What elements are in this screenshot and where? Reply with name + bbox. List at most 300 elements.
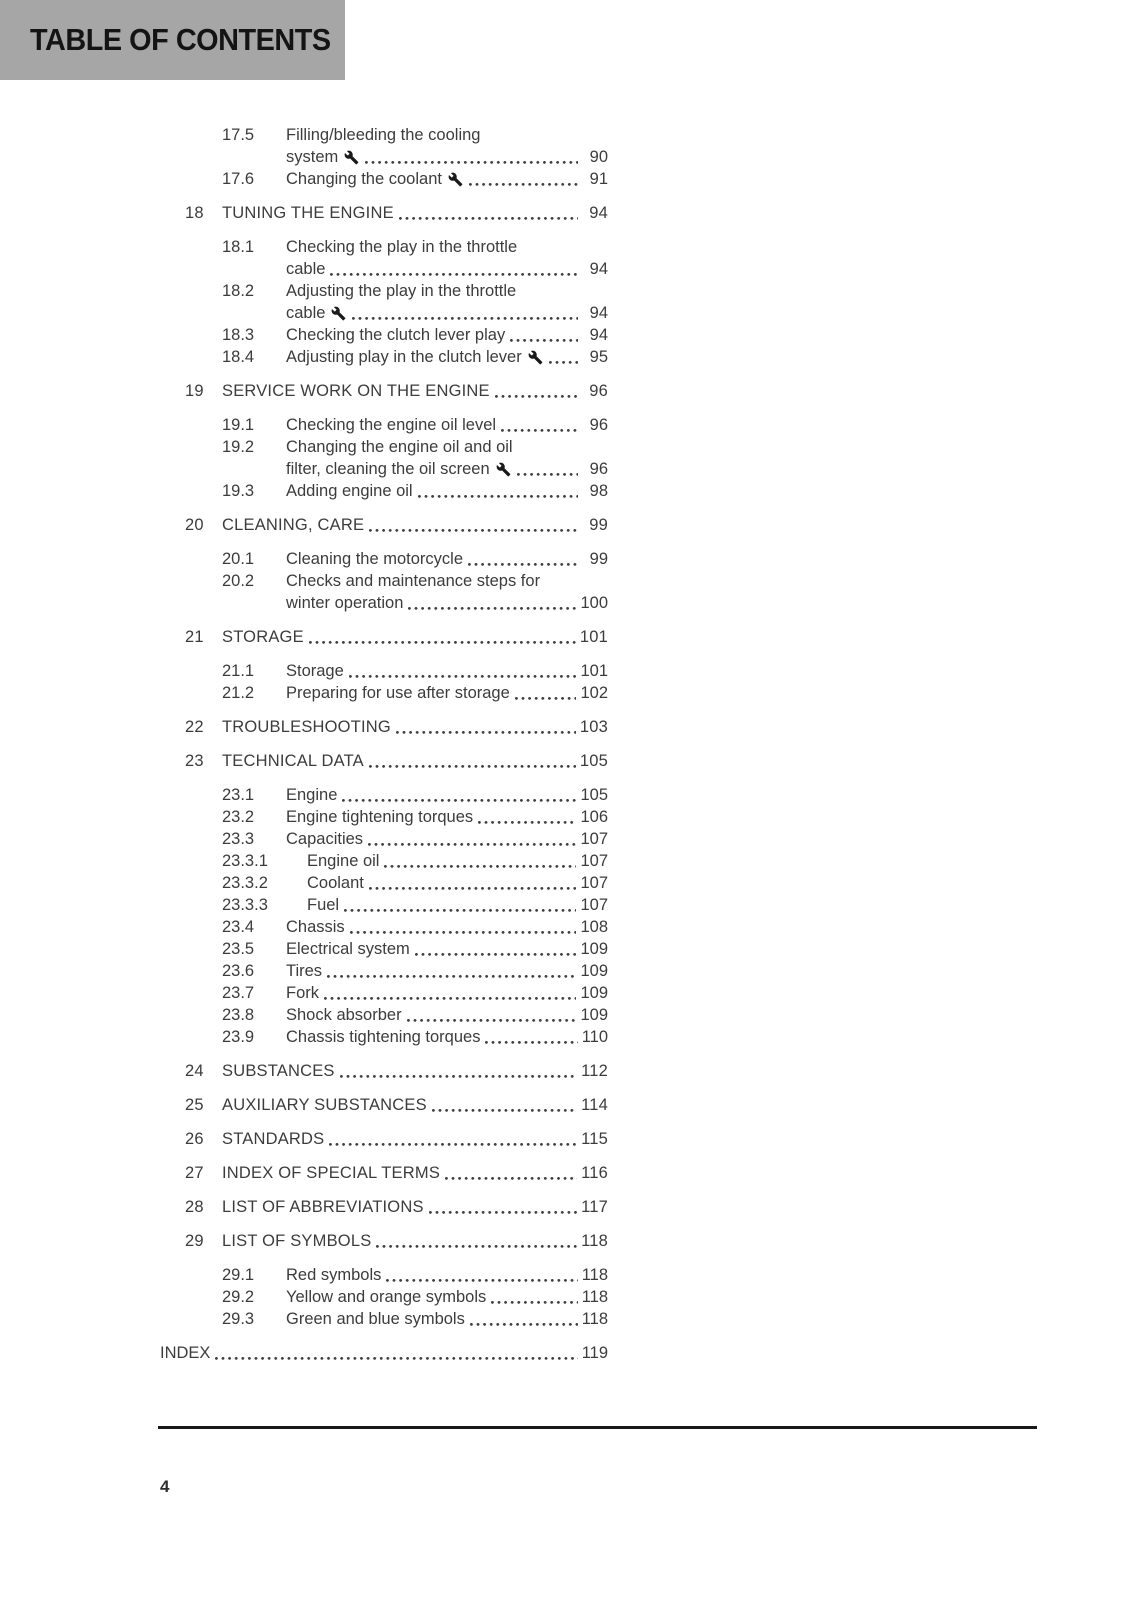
dot-leader [349,675,577,678]
toc-entry-title: LIST OF SYMBOLS [222,1232,372,1250]
toc-entry-title: SERVICE WORK ON THE ENGINE [222,382,490,400]
dot-leader [408,607,576,610]
toc-entry-title: Coolant [307,874,364,892]
toc-entry-body [222,1094,608,1116]
toc-entry-body [286,1286,608,1308]
toc-entry-page: 100 [580,594,608,612]
toc-entry-page: 91 [589,170,608,188]
toc-entry-title: system [286,148,339,166]
toc-entry-29.3 [160,1308,608,1330]
dot-leader [329,1143,577,1146]
toc-entry-lastline [222,716,608,738]
toc-entry-body [286,1026,608,1048]
dot-leader [369,887,577,890]
toc-entry-page: 118 [581,1232,608,1250]
toc-entry-body [286,1004,608,1026]
dot-leader [376,1245,577,1248]
toc-entry-title: Changing the coolant [286,170,442,188]
toc-entry-number: 29.3 [222,1310,255,1328]
dot-leader [352,317,578,320]
toc-entry-21.1 [160,660,608,682]
dot-leader [327,975,576,978]
toc-entry-lastline [286,258,608,280]
dot-leader [491,1301,577,1304]
toc-entry-body [286,570,608,614]
toc-entry-title: Adjusting play in the clutch lever [286,348,522,366]
toc-entry-title: INDEX OF SPECIAL TERMS [222,1164,441,1182]
toc-entry-20.2 [160,570,608,614]
wrench-icon [528,350,543,365]
toc-entry-number: 18.4 [222,348,255,366]
wrench-icon [344,150,359,165]
dot-leader [324,997,576,1000]
toc-entry-title: Capacities [286,830,364,848]
dot-leader [365,161,578,164]
toc-entry-body [286,1308,608,1330]
toc-entry-body [222,1060,608,1082]
toc-entry-23.2 [160,806,608,828]
toc-entry-29.2 [160,1286,608,1308]
toc-entry-title: Checking the clutch lever play [286,326,506,344]
toc-entry-lastline [286,1264,608,1286]
toc-entry-title-line: Filling/bleeding the cooling [286,126,481,144]
toc-entry-body [286,124,608,168]
toc-entry-body [222,716,608,738]
toc-entry-body [222,750,608,772]
toc-entry-body [307,872,608,894]
toc-entry-17.6 [160,168,608,190]
toc-entry-page: 110 [581,1028,608,1046]
toc-entry-23.4 [160,916,608,938]
toc-entry-body [286,414,608,436]
toc-entry-23.3.3 [160,894,608,916]
toc-entry-page: 109 [580,962,608,980]
toc-entry-number: 23.7 [222,984,255,1002]
dot-leader [386,1279,577,1282]
toc-entry-lastline [307,894,608,916]
toc-entry-lastline [286,660,608,682]
toc-entry-23.1 [160,784,608,806]
dot-leader [470,1323,578,1326]
dot-leader [445,1177,577,1180]
toc-entry-body [286,1264,608,1286]
toc-entry-body [286,784,608,806]
toc-entry-page: 105 [579,752,608,770]
toc-entry-title: TECHNICAL DATA [222,752,364,770]
dot-leader [501,429,578,432]
toc-entry-19 [160,380,608,402]
toc-entry-lastline [222,514,608,536]
toc-entry-title: SUBSTANCES [222,1062,335,1080]
toc-entry-title-line: Adjusting the play in the throttle [286,282,517,300]
toc-entry-lastline [286,960,608,982]
toc-entry-lastline [307,872,608,894]
page-title: TABLE OF CONTENTS [30,22,331,57]
toc-entry-page: 90 [589,148,608,166]
toc-entry-page: 109 [580,984,608,1002]
toc-entry-23.7 [160,982,608,1004]
toc-entry-number: 22 [185,718,204,736]
toc-entry-20.1 [160,548,608,570]
toc-entry-lastline [286,458,608,480]
dot-leader [369,529,578,532]
toc-entry-title: Chassis tightening torques [286,1028,481,1046]
toc-entry-title: Engine oil [307,852,380,870]
toc-entry-number: 19.1 [222,416,255,434]
toc-entry-title: Adding engine oil [286,482,413,500]
toc-entry-lastline [286,1286,608,1308]
toc-entry-number: 23.9 [222,1028,255,1046]
toc-entry-number: 24 [185,1062,204,1080]
toc-entry-20 [160,514,608,536]
toc-entry-page: 107 [580,874,608,892]
dot-leader [350,931,577,934]
toc-entry-lastline [222,626,608,648]
toc-entry-number: 23.1 [222,786,255,804]
toc-entry-title: Shock absorber [286,1006,402,1024]
footer-divider [158,1426,1037,1429]
toc-entry-page: 118 [581,1266,608,1284]
dot-leader [469,183,578,186]
toc-entry-lastline [286,592,608,614]
dot-leader [549,361,578,364]
toc-entry-28 [160,1196,608,1218]
dot-leader [418,495,578,498]
toc-entry-title: Preparing for use after storage [286,684,510,702]
toc-entry-lastline [286,828,608,850]
toc-entry-title: INDEX [160,1344,211,1362]
toc-entry-body [307,850,608,872]
toc-entry-21 [160,626,608,648]
toc-entry-lastline [222,1094,608,1116]
toc-entry-body [286,916,608,938]
toc-entry-18.4 [160,346,608,368]
toc-entry-title: Red symbols [286,1266,382,1284]
toc-entry-page: 99 [589,516,608,534]
toc-entry-body [307,894,608,916]
toc-entry-29.1 [160,1264,608,1286]
toc-entry-body [286,960,608,982]
toc-entry-number: 17.5 [222,126,255,144]
toc-entry-23.3.2 [160,872,608,894]
dot-leader [510,339,578,342]
toc-entry-lastline [286,480,608,502]
toc-entry-title: TROUBLESHOOTING [222,718,391,736]
dot-leader [517,473,578,476]
toc-entry-lastline [222,750,608,772]
toc-entry-23.3 [160,828,608,850]
toc-entry-18.3 [160,324,608,346]
toc-entry-body [286,236,608,280]
toc-entry-number: 23.3 [222,830,255,848]
toc-entry-number: 21.1 [222,662,255,680]
toc-entry-body [222,1196,608,1218]
toc-entry-number: 21.2 [222,684,255,702]
dot-leader [478,821,576,824]
toc-entry-body [286,168,608,190]
toc-entry-body [222,1230,608,1252]
toc-entry-title-line: Changing the engine oil and oil [286,438,513,456]
toc-entry-page: 94 [589,260,608,278]
toc-entry-lastline [286,548,608,570]
toc-entry-23.8 [160,1004,608,1026]
toc-entry-title: Electrical system [286,940,410,958]
toc-entry-lastline [286,806,608,828]
toc-entry-page: 107 [580,830,608,848]
toc-entry-page: 96 [589,382,608,400]
toc-entry-title-line: Checking the play in the throttle [286,238,518,256]
toc-entry-18 [160,202,608,224]
toc-entry-23 [160,750,608,772]
toc-entry-title: Fork [286,984,319,1002]
toc-entry-page: 112 [581,1062,608,1080]
toc-entry-lastline [286,324,608,346]
toc-entry-19.3 [160,480,608,502]
toc-entry-page: 96 [589,416,608,434]
toc-entry-number: 28 [185,1198,204,1216]
toc-entry-body [222,1162,608,1184]
toc-entry-number: 19.3 [222,482,255,500]
toc-entry-lastline [286,982,608,1004]
toc-entry-page: 118 [581,1288,608,1306]
wrench-icon [496,462,511,477]
dot-leader [495,395,578,398]
toc-entry-title: TUNING THE ENGINE [222,204,394,222]
toc-entry-number: 18.2 [222,282,255,300]
toc-entry-title: STORAGE [222,628,304,646]
toc-entry-body [222,202,608,224]
toc-entry-title: winter operation [286,594,404,612]
toc-entry-title: Yellow and orange symbols [286,1288,487,1306]
toc-entry-lastline [286,682,608,704]
toc-entry-page: 107 [580,852,608,870]
toc-entry-body [286,660,608,682]
toc-entry-number: 18.1 [222,238,255,256]
toc-entry-page: 101 [579,628,608,646]
toc-entry-lastline [222,380,608,402]
toc-entry-title: Engine [286,786,338,804]
toc-entry-number: 23.8 [222,1006,255,1024]
toc-entry-title: Storage [286,662,344,680]
toc-entry-body [286,828,608,850]
toc-entry-lastline [286,938,608,960]
toc-entry-page: 94 [589,326,608,344]
toc-entry-body [222,514,608,536]
toc-entry-lastline [286,146,608,168]
toc-entry-number: 26 [185,1130,204,1148]
wrench-icon [331,306,346,321]
toc-entry-body [160,1342,608,1364]
toc-entry-page: 99 [589,550,608,568]
dot-leader [485,1041,577,1044]
toc-entry-lastline [286,1004,608,1026]
dot-leader [515,697,577,700]
toc-entry-body [286,982,608,1004]
toc-entry-18.1 [160,236,608,280]
toc-entry-number: 20.2 [222,572,255,590]
toc-entry-lastline [222,1060,608,1082]
toc-entry-title: Fuel [307,896,340,914]
toc-entry-page: 96 [589,460,608,478]
toc-entry-number: 18 [185,204,204,222]
dot-leader [407,1019,577,1022]
toc-entry-page: 103 [579,718,608,736]
toc-entry-body [286,682,608,704]
toc-entry-page: 106 [580,808,608,826]
toc-entry-number: 23.6 [222,962,255,980]
toc-entry-number: 27 [185,1164,204,1182]
toc-entry-21.2 [160,682,608,704]
toc-entry-page: 119 [581,1344,608,1362]
toc-entry-page: 107 [580,896,608,914]
toc-entry-lastline [160,1342,608,1364]
toc-entry-lastline [222,1196,608,1218]
dot-leader [399,217,578,220]
toc-entry-lastline [286,784,608,806]
toc-entry-body [222,380,608,402]
wrench-icon [448,172,463,187]
toc-entry-title: Tires [286,962,323,980]
dot-leader [330,273,578,276]
toc-entry-title: Green and blue symbols [286,1310,465,1328]
toc-entry-number: 23.2 [222,808,255,826]
toc-entry-18.2 [160,280,608,324]
toc-entry-lastline [222,1230,608,1252]
toc-entry-lastline [286,302,608,324]
toc-entry-title-line: Checks and maintenance steps for [286,572,541,590]
dot-leader [429,1211,577,1214]
toc-entry-23.6 [160,960,608,982]
toc-entry-29 [160,1230,608,1252]
toc-entry-page: 94 [589,304,608,322]
toc-entry-title: LIST OF ABBREVIATIONS [222,1198,424,1216]
toc-entry-number: 21 [185,628,204,646]
dot-leader [396,731,576,734]
dot-leader [340,1075,577,1078]
page-header [0,0,345,80]
toc-entry-title: AUXILIARY SUBSTANCES [222,1096,427,1114]
toc-entry-body [286,280,608,324]
toc-entry-title: Checking the engine oil level [286,416,497,434]
dot-leader [368,843,576,846]
toc-entry-number: 23.3.1 [222,852,268,870]
toc-entry-page: 94 [589,204,608,222]
toc-entry-19.2 [160,436,608,480]
toc-entry-page: 105 [580,786,608,804]
toc-entry-page: 109 [580,1006,608,1024]
toc-entry-number: 29.1 [222,1266,255,1284]
dot-leader [369,765,576,768]
toc-entry-24 [160,1060,608,1082]
toc-entry-body [286,938,608,960]
toc-entry-title: Chassis [286,918,345,936]
toc-entry-body [286,806,608,828]
table-of-contents [160,124,608,1364]
toc-entry-number: 23.3.3 [222,896,268,914]
toc-entry-number: 17.6 [222,170,255,188]
toc-entry-page: 98 [589,482,608,500]
toc-entry-body [222,1128,608,1150]
toc-entry-23.9 [160,1026,608,1048]
dot-leader [432,1109,577,1112]
toc-entry-lastline [286,1026,608,1048]
toc-entry-body [222,626,608,648]
toc-entry-number: 23.4 [222,918,255,936]
toc-entry-lastline [222,1128,608,1150]
toc-entry-lastline [307,850,608,872]
toc-entry-23.5 [160,938,608,960]
toc-entry-title: Engine tightening torques [286,808,474,826]
dot-leader [468,563,578,566]
toc-entry-number: 29.2 [222,1288,255,1306]
toc-entry-title: STANDARDS [222,1130,325,1148]
toc-entry-number: 23.5 [222,940,255,958]
toc-entry-page: 114 [581,1096,608,1114]
dot-leader [215,1357,577,1360]
toc-entry-number: 19 [185,382,204,400]
toc-entry-page: 118 [581,1310,608,1328]
toc-entry-page: 108 [580,918,608,936]
toc-entry-page: 115 [581,1130,608,1148]
toc-entry-number: 20 [185,516,204,534]
footer-page-number: 4 [160,1477,170,1496]
toc-entry-22 [160,716,608,738]
toc-entry-title: cable [286,260,326,278]
dot-leader [415,953,577,956]
toc-entry-number: 19.2 [222,438,255,456]
toc-entry-number: 23.3.2 [222,874,268,892]
toc-entry-page: 102 [580,684,608,702]
toc-entry-27 [160,1162,608,1184]
toc-entry-number: 29 [185,1232,204,1250]
dot-leader [342,799,576,802]
toc-entry-title: filter, cleaning the oil screen [286,460,490,478]
toc-entry-body [286,324,608,346]
toc-entry-title: cable [286,304,326,322]
toc-entry-lastline [286,916,608,938]
toc-entry-page: 101 [580,662,608,680]
toc-entry-title: CLEANING, CARE [222,516,365,534]
toc-entry-page: 117 [581,1198,608,1216]
toc-entry-19.1 [160,414,608,436]
toc-entry-lastline [286,414,608,436]
toc-entry-25 [160,1094,608,1116]
toc-entry-lastline [222,202,608,224]
toc-entry-number: 23 [185,752,204,770]
dot-leader [384,865,576,868]
toc-entry-body [286,436,608,480]
toc-entry-lastline [286,168,608,190]
dot-leader [344,909,576,912]
toc-entry-body [286,548,608,570]
toc-entry-number: 20.1 [222,550,255,568]
toc-entry-page: 109 [580,940,608,958]
toc-entry-lastline [222,1162,608,1184]
toc-entry-23.3.1 [160,850,608,872]
toc-entry-number: 25 [185,1096,204,1114]
toc-entry-body [286,480,608,502]
toc-entry-index [160,1342,608,1364]
toc-entry-number: 18.3 [222,326,255,344]
toc-entry-lastline [286,1308,608,1330]
toc-entry-26 [160,1128,608,1150]
dot-leader [309,641,576,644]
toc-entry-page: 95 [589,348,608,366]
toc-entry-17.5 [160,124,608,168]
toc-entry-page: 116 [581,1164,608,1182]
toc-entry-body [286,346,608,368]
toc-entry-title: Cleaning the motorcycle [286,550,464,568]
